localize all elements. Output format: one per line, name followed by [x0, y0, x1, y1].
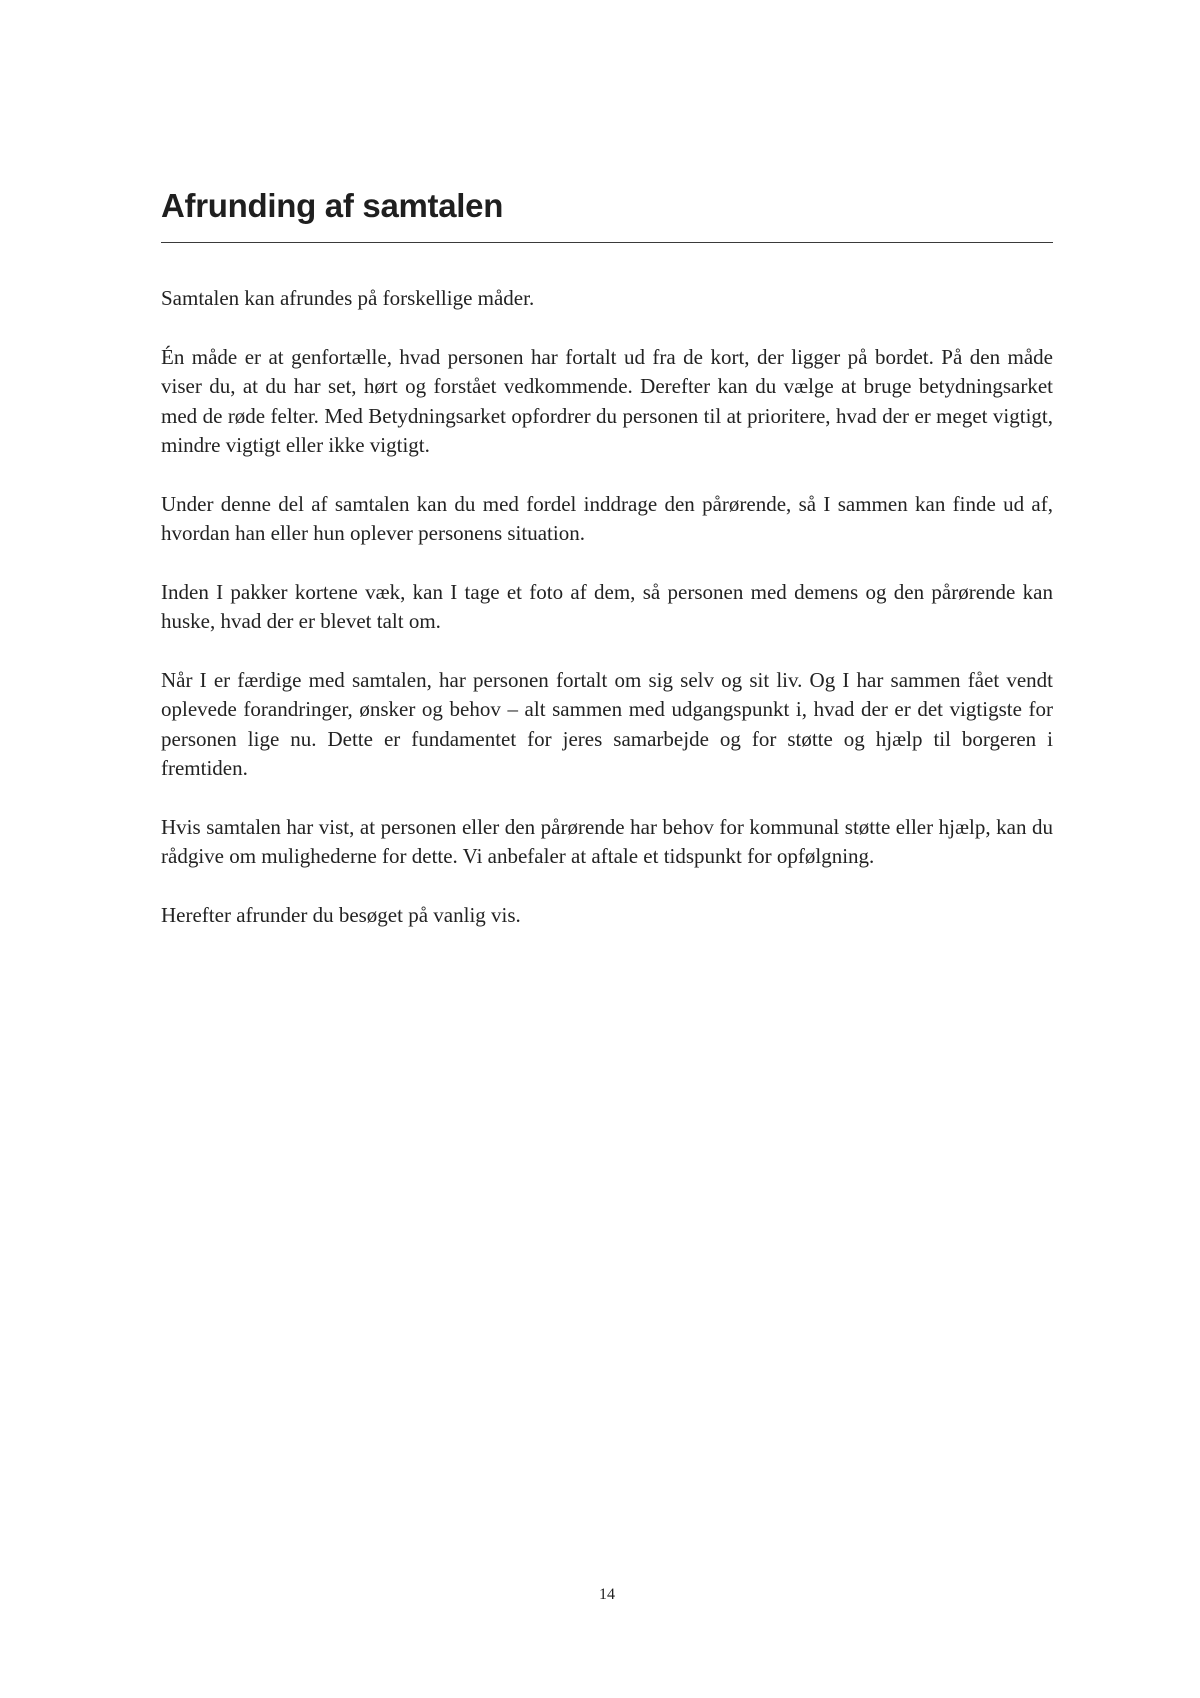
paragraph-1: Samtalen kan afrundes på forskellige måder. — [161, 286, 535, 310]
title-divider — [161, 242, 1053, 243]
paragraph-3: Under denne del af samtalen kan du med fordel inddrage den pårørende, så I sammen kan finde ud af, hvordan han eller hun oplever personens situation. — [161, 491, 1053, 545]
document-page — [161, 0, 1053, 1698]
paragraph-4: Inden I pakker kortene væk, kan I tage et foto af dem, så personen med demens og den pårørende kan huske, hvad der er blevet talt om. — [161, 579, 1053, 633]
paragraph-5: Når I er færdige med samtalen, har personen fortalt om sig selv og sit liv. Og I har sammen fået vendt oplevede forandringer, ønsker og behov – alt sammen med udgangspunkt i, hvad der er det vigtigste for personen lige nu. Dette er fundamentet for jeres samarbejde og for støtte og hjælp til borgeren i fremtiden. — [161, 667, 1053, 780]
page-number: 14 — [599, 1586, 615, 1603]
paragraph-6: Hvis samtalen har vist, at personen eller den pårørende har behov for kommunal støtte eller hjælp, kan du rådgive om mulighederne for dette. Vi anbefaler at aftale et tidspunkt for opfølgning. — [161, 814, 1053, 868]
page-title: Afrunding af samtalen — [161, 187, 504, 224]
body-text — [161, 284, 1053, 959]
paragraph-7: Herefter afrunder du besøget på vanlig vis. — [161, 902, 521, 927]
paragraph-2: Én måde er at genfortælle, hvad personen har fortalt ud fra de kort, der ligger på bordet. På den måde viser du, at du har set, hørt og forstået vedkommende. Derefter kan du vælge at bruge betydningsarket med de røde felter. Med Betydningsarket opfordrer du personen til at prioritere, hvad der er meget vigtigt, mindre vigtigt eller ikke vigtigt. — [161, 344, 1053, 457]
